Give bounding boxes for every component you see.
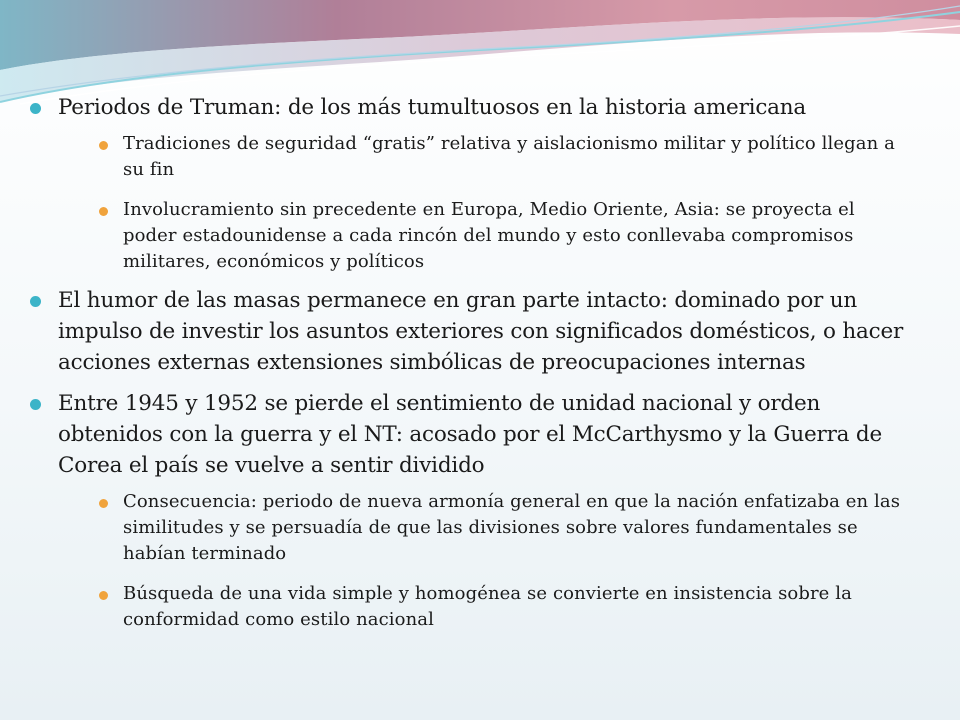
bullet-dot-icon <box>30 296 41 307</box>
sub-bullet-1-1 <box>85 131 910 183</box>
sub-bullet-3-2-text: Búsqueda de una vida simple y homogénea se convierte en insistencia sobre la conformidad como estilo nacional <box>123 583 852 630</box>
bullet-3 <box>30 388 910 633</box>
sub-bullet-1-2 <box>85 197 910 275</box>
bullet-3-text: Entre 1945 y 1952 se pierde el sentimiento de unidad nacional y orden obtenidos con la guerra y el NT: acosado por el McCarthysmo y la Guerra de Corea el país se vuelve a sentir dividido <box>58 391 883 478</box>
sub-bullet-list <box>58 131 910 275</box>
bullet-1-text: Periodos de Truman: de los más tumultuosos en la historia americana <box>58 95 807 120</box>
sub-bullet-3-1-text: Consecuencia: periodo de nueva armonía general en que la nación enfatizaba en las similitudes y se persuadía de que las divisiones sobre valores fundamentales se habían terminado <box>123 491 901 564</box>
bullet-2 <box>30 285 910 378</box>
sub-bullet-1-2-text: Involucramiento sin precedente en Europa, Medio Oriente, Asia: se proyecta el poder estadounidense a cada rincón del mundo y esto conllevaba compromisos militares, económicos y políticos <box>123 199 855 272</box>
bullet-2-text: El humor de las masas permanece en gran parte intacto: dominado por un impulso de investir los asuntos exteriores con significados domésticos, o hacer acciones externas extensiones simbólicas de preocupaciones internas <box>58 288 904 375</box>
sub-bullet-dot-icon <box>99 499 108 508</box>
sub-bullet-3-1 <box>85 489 910 567</box>
sub-bullet-1-1-text: Tradiciones de seguridad “gratis” relativa y aislacionismo militar y político llegan a su fin <box>123 133 895 180</box>
sub-bullet-dot-icon <box>99 591 108 600</box>
sub-bullet-3-2 <box>85 581 910 633</box>
bullet-1 <box>30 92 910 275</box>
sub-bullet-dot-icon <box>99 141 108 150</box>
bullet-dot-icon <box>30 399 41 410</box>
bullet-list <box>30 92 910 633</box>
slide-body <box>30 92 910 643</box>
bullet-dot-icon <box>30 103 41 114</box>
sub-bullet-dot-icon <box>99 207 108 216</box>
sub-bullet-list <box>58 489 910 633</box>
